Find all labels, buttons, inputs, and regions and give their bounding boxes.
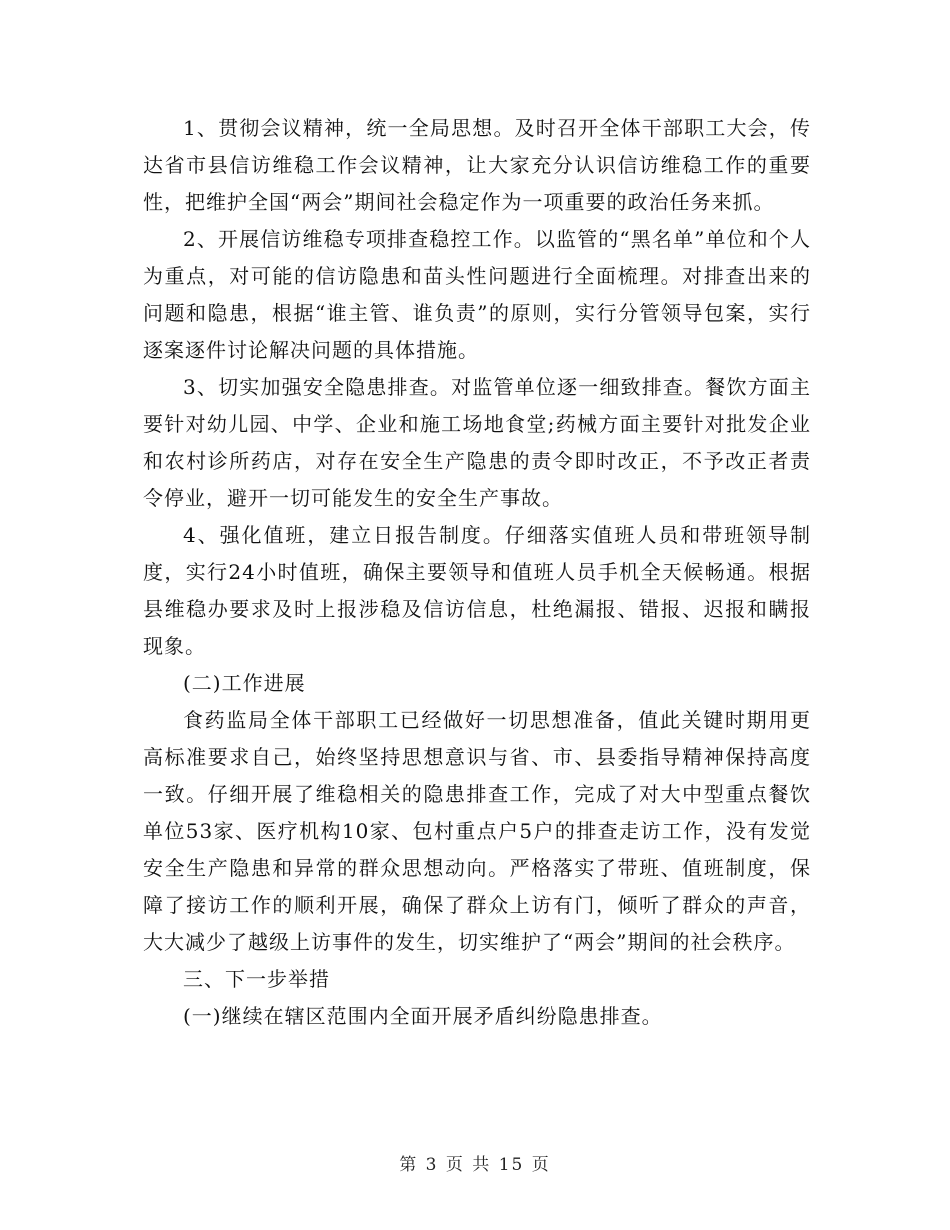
paragraph-item-1: 1、贯彻会议精神，统一全局思想。及时召开全体干部职工大会，传达省市县信访维稳工作会议精神，让大家充分认识信访维稳工作的重要性，把维护全国“两会”期间社会稳定作为一项重要的政治任务来抓。 (143, 116, 811, 214)
section-heading-next-steps: 三、下一步举措 (183, 967, 330, 991)
section-heading-progress: (二)工作进展 (183, 671, 306, 695)
page-number-footer: 第 3 页 共 15 页 (399, 1155, 551, 1175)
paragraph-item-4: 4、强化值班，建立日报告制度。仔细落实值班人员和带班领导制度，实行24小时值班，确保主要领导和值班人员手机全天候畅通。根据县维稳办要求及时上报涉稳及信访信息，杜绝漏报、错报、迟报和瞒报现象。 (143, 523, 811, 658)
subheading-next-steps-1: (一)继续在辖区范围内全面开展矛盾纠纷隐患排查。 (183, 1004, 663, 1028)
paragraph-progress: 食药监局全体干部职工已经做好一切思想准备，值此关键时期用更高标准要求自己，始终坚持思想意识与省、市、县委指导精神保持高度一致。仔细开展了维稳相关的隐患排查工作，完成了对大中型重点餐饮单位53家、医疗机构10家、包村重点户5户的排查走访工作，没有发觉安全生产隐患和异常的群众思想动向。严格落实了带班、值班制度，保障了接访工作的顺利开展，确保了群众上访有门，倾听了群众的声音，大大减少了越级上访事件的发生，切实维护了“两会”期间的社会秩序。 (143, 708, 811, 954)
paragraph-item-2: 2、开展信访维稳专项排查稳控工作。以监管的“黑名单”单位和个人为重点，对可能的信访隐患和苗头性问题进行全面梳理。对排查出来的问题和隐患，根据“谁主管、谁负责”的原则，实行分管领导包案，实行逐案逐件讨论解决问题的具体措施。 (143, 227, 811, 362)
paragraph-item-3: 3、切实加强安全隐患排查。对监管单位逐一细致排查。餐饮方面主要针对幼儿园、中学、企业和施工场地食堂;药械方面主要针对批发企业和农村诊所药店，对存在安全生产隐患的责令即时改正，不予改正者责令停业，避开一切可能发生的安全生产事故。 (143, 375, 811, 510)
document-body (143, 110, 811, 1035)
